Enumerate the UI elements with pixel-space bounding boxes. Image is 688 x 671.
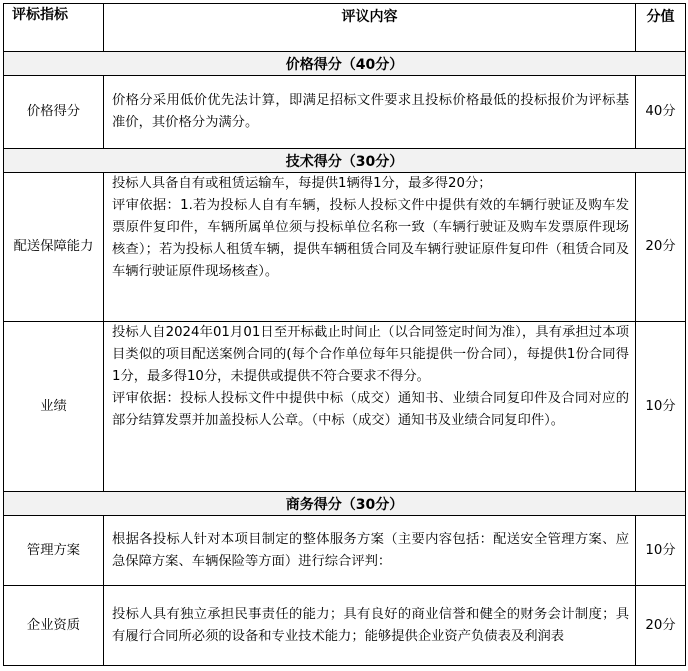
section-row-price: [4, 52, 686, 76]
header-row: [4, 4, 686, 52]
item-content: [104, 76, 636, 149]
content-paragraph: 评审依据：投标人投标文件中提供中标（成交）通知书、业绩合同复印件及合同对应的部分结算发票并加盖投标人公章。（中标（成交）通知书及业绩合同复印件）。: [112, 391, 629, 428]
content-paragraph: 价格分采用低价优先法计算，即满足招标文件要求且投标价格最低的投标报价为评标基准价，其价格分为满分。: [112, 93, 629, 130]
table-row: [4, 516, 686, 586]
table-row: [4, 586, 686, 666]
item-score: 40分: [636, 76, 686, 149]
item-score: 20分: [636, 173, 686, 322]
table-row: [4, 76, 686, 149]
section-row-tech: [4, 149, 686, 173]
header-content: 评议内容: [104, 4, 636, 52]
item-content: [104, 173, 636, 322]
item-score: 10分: [636, 322, 686, 492]
header-item: 评标指标: [4, 4, 104, 52]
table-row: [4, 173, 686, 322]
section-title: 价格得分（40分）: [4, 52, 686, 76]
item-score: 10分: [636, 516, 686, 586]
item-name: 管理方案: [4, 516, 104, 586]
item-content: [104, 586, 636, 666]
content-paragraph: 投标人具有独立承担民事责任的能力；具有良好的商业信誉和健全的财务会计制度；具有履行合同所必须的设备和专业技术能力；能够提供企业资产负债表及利润表: [112, 606, 629, 644]
scoring-table: [3, 3, 686, 666]
table-row: [4, 322, 686, 492]
section-row-business: [4, 492, 686, 516]
content-paragraph: 根据各投标人针对本项目制定的整体服务方案（主要内容包括：配送安全管理方案、应急保障方案、车辆保险等方面）进行综合评判：: [112, 531, 629, 569]
item-content: [104, 322, 636, 492]
header-score: 分值: [636, 4, 686, 52]
item-name: 配送保障能力: [4, 173, 104, 322]
content-paragraph: 投标人自2024年01月01日至开标截止时间止（以合同签定时间为准），具有承担过本项目类似的项目配送案例合同的(每个合作单位每年只能提供一份合同），每提供1份合同得1分，最多得10分，未提供或提供不符合要求不得分。: [112, 325, 629, 384]
section-title: 技术得分（30分）: [4, 149, 686, 173]
content-paragraph: 投标人具备自有或租赁运输车，每提供1辆得1分，最多得20分；: [112, 176, 492, 191]
section-title: 商务得分（30分）: [4, 492, 686, 516]
item-score: 20分: [636, 586, 686, 666]
item-name: 价格得分: [4, 76, 104, 149]
item-content: [104, 516, 636, 586]
content-paragraph: 评审依据：1.若为投标人自有车辆，投标人投标文件中提供有效的车辆行驶证及购车发票原件复印件，车辆所属单位须与投标单位名称一致（车辆行驶证及购车发票原件现场核查）；若为投标人租赁车辆，提供车辆租赁合同及车辆行驶证原件复印件（租赁合同及车辆行驶证原件现场核查）。: [112, 198, 629, 279]
item-name: 业绩: [4, 322, 104, 492]
item-name: 企业资质: [4, 586, 104, 666]
